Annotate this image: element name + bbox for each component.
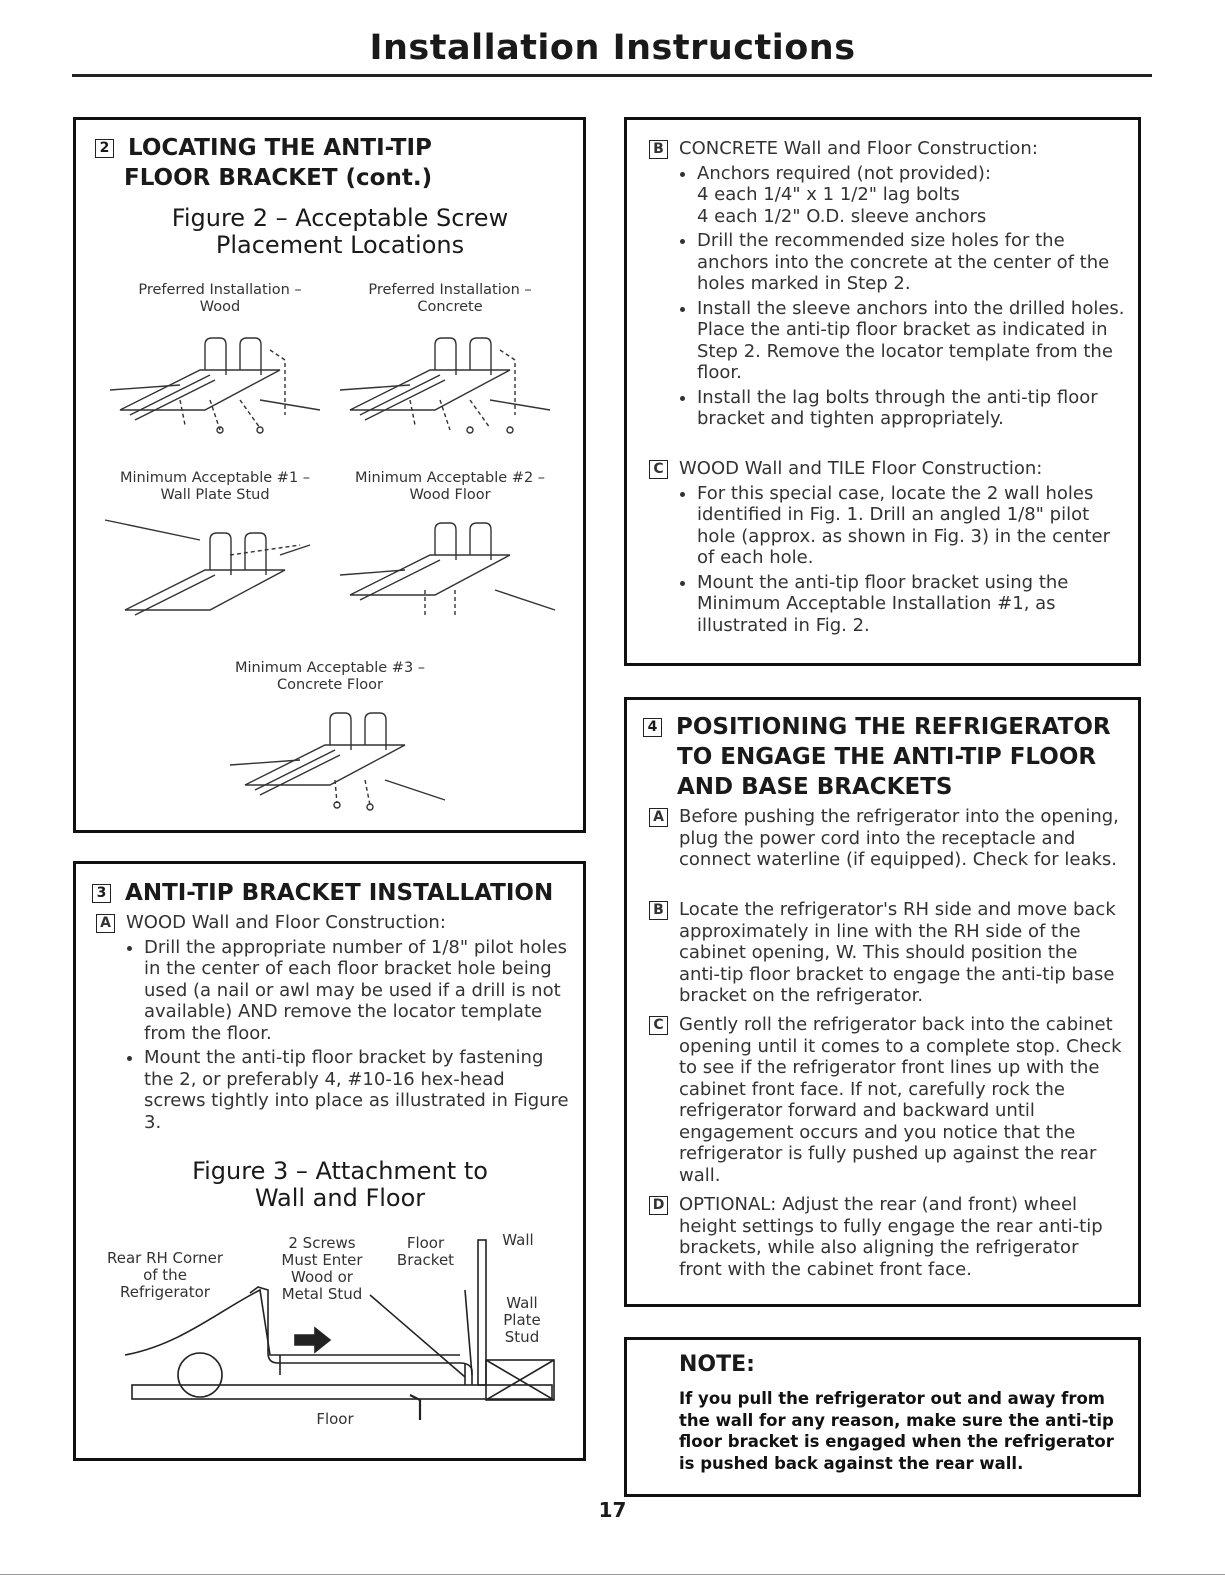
- figure3-title-line2: Wall and Floor: [254, 1184, 426, 1212]
- fig3-label-rear-line2: of the: [143, 1266, 187, 1284]
- caption-preferred-wood-line2: Wood: [199, 299, 241, 315]
- fig3-label-rear-line1: Rear RH Corner: [106, 1249, 224, 1267]
- section3-item-a: [100, 912, 571, 1133]
- anchors-line3: 4 each 1/2" O.D. sleeve anchors: [697, 205, 987, 227]
- section2-item-b-letter: B: [649, 140, 668, 159]
- section2-title-line2: FLOOR BRACKET (cont.): [124, 165, 433, 191]
- bottom-divider: [0, 1574, 1225, 1575]
- section3-heading: [92, 878, 553, 908]
- section3-number: 3: [92, 884, 111, 903]
- fig3-label-screws-line2: Must Enter: [281, 1251, 363, 1269]
- caption-preferred-wood: [110, 282, 330, 316]
- section2-item-b-heading: CONCRETE Wall and Floor Construction:: [679, 138, 1038, 159]
- note-heading: NOTE:: [679, 1352, 755, 1377]
- section4-title-line1: POSITIONING THE REFRIGERATOR: [676, 714, 1111, 740]
- fig3-label-rear-line3: Refrigerator: [120, 1283, 210, 1301]
- list-item: • Drill the appropriate number of 1/8" pilot holes in the center of each floor bracket hole being used (a nail or awl may be used if a drill is not available) AND remove the locator template from the floor.: [144, 937, 571, 1045]
- section4-item-b-letter: B: [649, 901, 668, 920]
- section2-item-c: [653, 458, 1129, 636]
- section4-item-c: [653, 1014, 1124, 1186]
- caption-min3-line2: Concrete Floor: [276, 677, 383, 693]
- section4-item-b-text: Locate the refrigerator's RH side and move back approximately in line with the RH side of the cabinet opening, W. This should position the anti-tip floor bracket to engage the anti-tip base bracket on the refrigerator.: [679, 899, 1116, 1006]
- fig3-label-screws-line4: Metal Stud: [281, 1285, 363, 1303]
- section3-item-a-heading: WOOD Wall and Floor Construction:: [126, 912, 446, 933]
- caption-min2-line2: Wood Floor: [409, 487, 491, 503]
- bracket-concrete-illustration: [340, 330, 560, 440]
- section2-item-b: [653, 138, 1129, 430]
- fig3-label-wall: Wall: [502, 1231, 534, 1249]
- bracket-min1-illustration: [100, 515, 330, 625]
- list-item: • Install the sleeve anchors into the drilled holes. Place the anti-tip floor bracket as indicated in Step 2. Remove the locator template from the floor.: [697, 298, 1129, 384]
- bracket-min2-illustration: [335, 515, 565, 625]
- caption-preferred-wood-line1: Preferred Installation –: [138, 282, 302, 298]
- list-item: • Install the lag bolts through the anti-tip floor bracket and tighten appropriately.: [697, 387, 1129, 430]
- note-text: If you pull the refrigerator out and away from the wall for any reason, make sure the anti-tip floor bracket is engaged when the refrigerator is pushed back against the rear wall.: [679, 1389, 1114, 1473]
- section2-item-c-letter: C: [649, 460, 668, 479]
- page-number: 17: [598, 1498, 627, 1522]
- caption-min3: [215, 660, 445, 694]
- section2-heading: [95, 133, 432, 193]
- caption-min1-line2: Wall Plate Stud: [160, 487, 270, 503]
- section2-item-b-bullets: [679, 163, 1129, 430]
- fig3-label-plate-line3: Stud: [504, 1328, 540, 1346]
- section4-item-a-text: Before pushing the refrigerator into the opening, plug the power cord into the receptacle and connect waterline (if equipped). Check for leaks.: [679, 806, 1119, 870]
- figure3-title: [130, 1158, 550, 1212]
- figure2-title-line1: Figure 2 – Acceptable Screw: [171, 204, 509, 232]
- bracket-wood-illustration: [110, 330, 330, 440]
- bracket-min3-illustration: [225, 705, 455, 815]
- fig3-label-bracket-line2: Bracket: [396, 1251, 455, 1269]
- section2-title-line1: LOCATING THE ANTI-TIP: [128, 135, 432, 161]
- section4-item-d: [652, 1194, 1124, 1280]
- caption-min2-line1: Minimum Acceptable #2 –: [354, 470, 546, 486]
- page-title: Installation Instructions: [369, 28, 856, 68]
- fig3-label-screws-line3: Wood or: [291, 1268, 353, 1286]
- list-item: • Drill the recommended size holes for the anchors into the concrete at the center of the holes marked in Step 2.: [697, 230, 1129, 295]
- wall-floor-attachment-illustration: [120, 1235, 560, 1435]
- caption-preferred-concrete: [340, 282, 560, 316]
- section2-item-c-heading: WOOD Wall and TILE Floor Construction:: [679, 458, 1043, 479]
- fig3-label-plate-line1: Wall: [506, 1294, 538, 1312]
- section3-title: ANTI-TIP BRACKET INSTALLATION: [125, 880, 554, 906]
- figure2-title: [130, 205, 550, 259]
- section3-item-a-letter: A: [96, 914, 115, 933]
- caption-min2: [335, 470, 565, 504]
- section4-item-a: [653, 806, 1124, 871]
- caption-min1-line1: Minimum Acceptable #1 –: [119, 470, 311, 486]
- section4-heading: [643, 712, 1111, 802]
- section4-item-d-letter: D: [649, 1196, 668, 1215]
- title-divider: [72, 74, 1152, 77]
- section2-item-c-bullets: [679, 483, 1129, 637]
- figure3-title-line1: Figure 3 – Attachment to: [192, 1157, 488, 1185]
- anchors-line2: 4 each 1/4" x 1 1/2" lag bolts: [697, 184, 960, 205]
- section2-number: 2: [95, 139, 114, 158]
- section3-item-a-bullets: [126, 937, 571, 1134]
- list-item: • Mount the anti-tip floor bracket using the Minimum Acceptable Installation #1, as illustrated in Fig. 2.: [697, 572, 1129, 637]
- section4-item-b: [653, 899, 1124, 1007]
- section4-item-d-text: OPTIONAL: Adjust the rear (and front) wheel height settings to fully engage the rear anti-tip brackets, while also aligning the refrigerator front with the cabinet front face.: [679, 1194, 1103, 1280]
- list-item: [697, 163, 1129, 228]
- list-item: • For this special case, locate the 2 wall holes identified in Fig. 1. Drill an angled 1/8" pilot hole (approx. as shown in Fig. 3) in the center of each hole.: [697, 483, 1129, 569]
- anchors-line1: Anchors required (not provided):: [697, 162, 992, 184]
- fig3-label-screws-line1: 2 Screws: [288, 1234, 356, 1252]
- fig3-label-bracket-line1: Floor: [406, 1234, 445, 1252]
- section4-number: 4: [643, 718, 662, 737]
- fig3-label-plate-line2: Plate: [503, 1311, 541, 1329]
- figure2-title-line2: Placement Locations: [215, 231, 465, 259]
- section4-title-line3: AND BASE BRACKETS: [677, 774, 953, 800]
- list-item: • Mount the anti-tip floor bracket by fastening the 2, or preferably 4, #10-16 hex-head screws tightly into place as illustrated in Figure 3.: [144, 1047, 571, 1133]
- fig3-label-floor: Floor: [316, 1410, 354, 1428]
- section4-item-c-text: Gently roll the refrigerator back into the cabinet opening until it comes to a complete stop. Check to see if the refrigerator front lines up with the cabinet front face. If not, carefully rock the refrigerator forward and backward until engagement occurs and you notice that the refrigerator is fully pushed up against the rear wall.: [679, 1014, 1122, 1186]
- caption-min1: [100, 470, 330, 504]
- section4-item-a-letter: A: [649, 808, 668, 827]
- caption-min3-line1: Minimum Acceptable #3 –: [234, 660, 426, 676]
- section4-item-c-letter: C: [649, 1016, 668, 1035]
- caption-preferred-concrete-line1: Preferred Installation –: [368, 282, 532, 298]
- caption-preferred-concrete-line2: Concrete: [417, 299, 483, 315]
- section4-title-line2: TO ENGAGE THE ANTI-TIP FLOOR: [677, 744, 1097, 770]
